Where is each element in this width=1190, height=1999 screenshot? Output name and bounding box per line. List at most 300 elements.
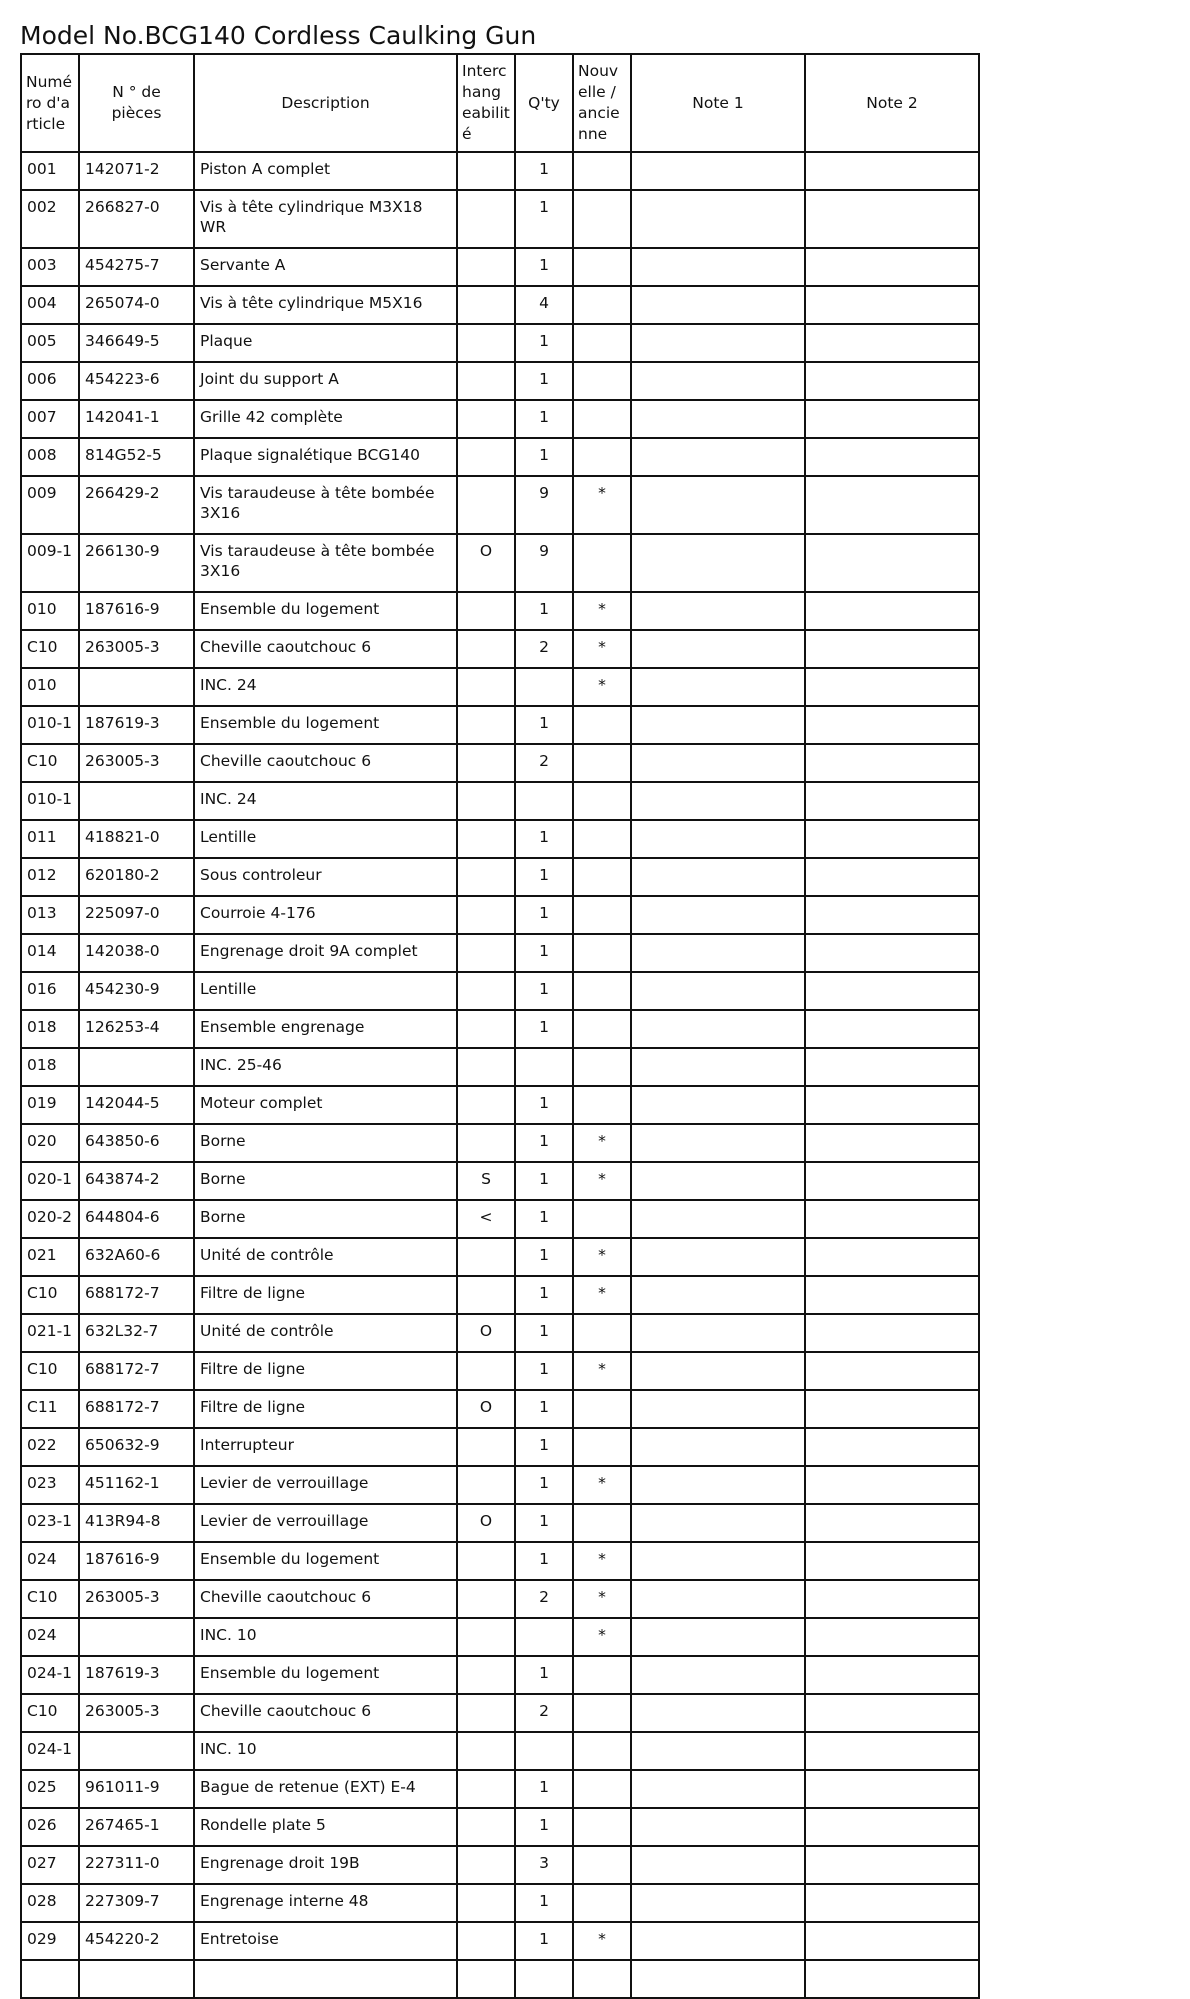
- item-number-cell: 024: [21, 1542, 79, 1580]
- item-number-cell: 012: [21, 858, 79, 896]
- table-row: [21, 1352, 979, 1390]
- item-number-cell: 020-1: [21, 1162, 79, 1200]
- new-old-cell: *: [573, 1922, 631, 1960]
- interchangeability-cell: <: [457, 1200, 515, 1238]
- table-row: [21, 1238, 979, 1276]
- note-1-cell: [631, 1922, 805, 1960]
- table-row: [21, 1314, 979, 1352]
- note-1-cell: [631, 286, 805, 324]
- note-1-cell: [631, 1504, 805, 1542]
- new-old-cell: [573, 896, 631, 934]
- description-cell: Filtre de ligne: [194, 1352, 457, 1390]
- note-2-cell: [805, 630, 979, 668]
- quantity-cell: 1: [515, 248, 573, 286]
- description-cell: Borne: [194, 1200, 457, 1238]
- quantity-cell: 2: [515, 1580, 573, 1618]
- new-old-cell: [573, 1694, 631, 1732]
- quantity-cell: 9: [515, 534, 573, 592]
- column-header-new-old: Nouvelle / ancienne: [573, 54, 631, 152]
- item-number-cell: 003: [21, 248, 79, 286]
- part-number-cell: 263005-3: [79, 1580, 194, 1618]
- description-cell: Ensemble du logement: [194, 1542, 457, 1580]
- part-number-cell: 263005-3: [79, 1694, 194, 1732]
- description-cell: Filtre de ligne: [194, 1276, 457, 1314]
- table-row: [21, 1694, 979, 1732]
- table-row: [21, 972, 979, 1010]
- table-row: [21, 1162, 979, 1200]
- description-cell: Moteur complet: [194, 1086, 457, 1124]
- note-1-cell: [631, 1238, 805, 1276]
- quantity-cell: 1: [515, 592, 573, 630]
- item-number-cell: 021-1: [21, 1314, 79, 1352]
- quantity-cell: 1: [515, 706, 573, 744]
- interchangeability-cell: [457, 1352, 515, 1390]
- quantity-cell: [515, 668, 573, 706]
- interchangeability-cell: [457, 668, 515, 706]
- note-1-cell: [631, 1200, 805, 1238]
- description-cell: Ensemble engrenage: [194, 1010, 457, 1048]
- table-row: [21, 190, 979, 248]
- note-2-cell: [805, 668, 979, 706]
- description-cell: Vis à tête cylindrique M3X18 WR: [194, 190, 457, 248]
- item-number-cell: C10: [21, 1352, 79, 1390]
- note-2-cell: [805, 1542, 979, 1580]
- column-header-note-1: Note 1: [631, 54, 805, 152]
- note-1-cell: [631, 972, 805, 1010]
- item-number-cell: 020-2: [21, 1200, 79, 1238]
- description-cell: Sous controleur: [194, 858, 457, 896]
- interchangeability-cell: [457, 1542, 515, 1580]
- note-2-cell: [805, 1884, 979, 1922]
- part-number-cell: 346649-5: [79, 324, 194, 362]
- table-row: [21, 896, 979, 934]
- note-2-cell: [805, 362, 979, 400]
- quantity-cell: 2: [515, 1694, 573, 1732]
- new-old-cell: *: [573, 630, 631, 668]
- interchangeability-cell: S: [457, 1162, 515, 1200]
- interchangeability-cell: [457, 362, 515, 400]
- description-cell: Unité de contrôle: [194, 1314, 457, 1352]
- item-number-cell: 026: [21, 1808, 79, 1846]
- description-cell: Interrupteur: [194, 1428, 457, 1466]
- part-number-cell: [79, 782, 194, 820]
- part-number-cell: 413R94-8: [79, 1504, 194, 1542]
- note-2-cell: [805, 1124, 979, 1162]
- part-number-cell: 142038-0: [79, 934, 194, 972]
- note-2-cell: [805, 1846, 979, 1884]
- note-2-cell: [805, 1466, 979, 1504]
- description-cell: Plaque signalétique BCG140: [194, 438, 457, 476]
- table-row: [21, 1504, 979, 1542]
- quantity-cell: 1: [515, 1884, 573, 1922]
- new-old-cell: *: [573, 1124, 631, 1162]
- column-header-quantity: Q'ty: [515, 54, 573, 152]
- table-row: [21, 1618, 979, 1656]
- part-number-cell: 688172-7: [79, 1352, 194, 1390]
- description-cell: Levier de verrouillage: [194, 1504, 457, 1542]
- note-1-cell: [631, 1010, 805, 1048]
- quantity-cell: 4: [515, 286, 573, 324]
- new-old-cell: *: [573, 1542, 631, 1580]
- new-old-cell: *: [573, 668, 631, 706]
- part-number-cell: [79, 1960, 194, 1998]
- item-number-cell: 023: [21, 1466, 79, 1504]
- table-row: [21, 592, 979, 630]
- table-row: [21, 534, 979, 592]
- item-number-cell: C10: [21, 744, 79, 782]
- note-2-cell: [805, 1428, 979, 1466]
- description-cell: Vis taraudeuse à tête bombée 3X16: [194, 476, 457, 534]
- description-cell: Borne: [194, 1162, 457, 1200]
- item-number-cell: 010: [21, 592, 79, 630]
- quantity-cell: 2: [515, 744, 573, 782]
- part-number-cell: 620180-2: [79, 858, 194, 896]
- interchangeability-cell: [457, 1276, 515, 1314]
- new-old-cell: [573, 362, 631, 400]
- note-2-cell: [805, 400, 979, 438]
- interchangeability-cell: [457, 1580, 515, 1618]
- parts-table-body: [21, 152, 979, 1998]
- part-number-cell: [79, 1732, 194, 1770]
- note-2-cell: [805, 1770, 979, 1808]
- quantity-cell: 1: [515, 1238, 573, 1276]
- description-cell: Rondelle plate 5: [194, 1808, 457, 1846]
- part-number-cell: 227311-0: [79, 1846, 194, 1884]
- item-number-cell: 024: [21, 1618, 79, 1656]
- quantity-cell: 1: [515, 820, 573, 858]
- note-2-cell: [805, 1200, 979, 1238]
- note-1-cell: [631, 1656, 805, 1694]
- note-2-cell: [805, 438, 979, 476]
- item-number-cell: 021: [21, 1238, 79, 1276]
- note-2-cell: [805, 706, 979, 744]
- interchangeability-cell: [457, 1048, 515, 1086]
- note-1-cell: [631, 1048, 805, 1086]
- part-number-cell: 266827-0: [79, 190, 194, 248]
- part-number-cell: 187619-3: [79, 706, 194, 744]
- table-row: [21, 1048, 979, 1086]
- note-1-cell: [631, 438, 805, 476]
- description-cell: Lentille: [194, 820, 457, 858]
- note-2-cell: [805, 744, 979, 782]
- note-1-cell: [631, 1466, 805, 1504]
- item-number-cell: 009: [21, 476, 79, 534]
- part-number-cell: 418821-0: [79, 820, 194, 858]
- description-cell: INC. 24: [194, 782, 457, 820]
- interchangeability-cell: [457, 1656, 515, 1694]
- quantity-cell: 1: [515, 152, 573, 190]
- description-cell: Filtre de ligne: [194, 1390, 457, 1428]
- item-number-cell: [21, 1960, 79, 1998]
- interchangeability-cell: [457, 858, 515, 896]
- new-old-cell: *: [573, 1276, 631, 1314]
- note-1-cell: [631, 362, 805, 400]
- interchangeability-cell: [457, 1694, 515, 1732]
- quantity-cell: 1: [515, 1086, 573, 1124]
- item-number-cell: C11: [21, 1390, 79, 1428]
- note-2-cell: [805, 286, 979, 324]
- note-2-cell: [805, 1048, 979, 1086]
- part-number-cell: 187616-9: [79, 1542, 194, 1580]
- note-2-cell: [805, 1808, 979, 1846]
- table-row: [21, 706, 979, 744]
- new-old-cell: [573, 1314, 631, 1352]
- item-number-cell: 014: [21, 934, 79, 972]
- part-number-cell: 688172-7: [79, 1390, 194, 1428]
- new-old-cell: [573, 1390, 631, 1428]
- new-old-cell: [573, 858, 631, 896]
- new-old-cell: [573, 438, 631, 476]
- table-row: [21, 934, 979, 972]
- quantity-cell: 9: [515, 476, 573, 534]
- note-2-cell: [805, 1352, 979, 1390]
- part-number-cell: 454223-6: [79, 362, 194, 400]
- quantity-cell: 1: [515, 858, 573, 896]
- part-number-cell: 632A60-6: [79, 1238, 194, 1276]
- new-old-cell: [573, 1770, 631, 1808]
- quantity-cell: 1: [515, 896, 573, 934]
- table-row: [21, 476, 979, 534]
- interchangeability-cell: [457, 744, 515, 782]
- note-2-cell: [805, 1618, 979, 1656]
- table-row: [21, 858, 979, 896]
- item-number-cell: C10: [21, 630, 79, 668]
- quantity-cell: [515, 782, 573, 820]
- quantity-cell: 1: [515, 1200, 573, 1238]
- part-number-cell: 227309-7: [79, 1884, 194, 1922]
- note-2-cell: [805, 1010, 979, 1048]
- part-number-cell: 126253-4: [79, 1010, 194, 1048]
- note-1-cell: [631, 1352, 805, 1390]
- new-old-cell: [573, 286, 631, 324]
- note-1-cell: [631, 858, 805, 896]
- note-1-cell: [631, 1124, 805, 1162]
- table-row: [21, 744, 979, 782]
- note-2-cell: [805, 820, 979, 858]
- new-old-cell: [573, 934, 631, 972]
- interchangeability-cell: [457, 438, 515, 476]
- table-row: [21, 630, 979, 668]
- note-1-cell: [631, 400, 805, 438]
- item-number-cell: 024-1: [21, 1732, 79, 1770]
- parts-table: [20, 53, 980, 1999]
- interchangeability-cell: [457, 782, 515, 820]
- quantity-cell: 1: [515, 1390, 573, 1428]
- part-number-cell: 643874-2: [79, 1162, 194, 1200]
- interchangeability-cell: [457, 706, 515, 744]
- note-2-cell: [805, 896, 979, 934]
- quantity-cell: 1: [515, 934, 573, 972]
- description-cell: Grille 42 complète: [194, 400, 457, 438]
- new-old-cell: [573, 782, 631, 820]
- note-1-cell: [631, 1580, 805, 1618]
- note-2-cell: [805, 592, 979, 630]
- description-cell: INC. 10: [194, 1732, 457, 1770]
- new-old-cell: [573, 1428, 631, 1466]
- description-cell: Vis à tête cylindrique M5X16: [194, 286, 457, 324]
- interchangeability-cell: O: [457, 1314, 515, 1352]
- part-number-cell: 187619-3: [79, 1656, 194, 1694]
- new-old-cell: [573, 1732, 631, 1770]
- item-number-cell: 023-1: [21, 1504, 79, 1542]
- item-number-cell: 016: [21, 972, 79, 1010]
- quantity-cell: [515, 1732, 573, 1770]
- quantity-cell: 1: [515, 972, 573, 1010]
- quantity-cell: 1: [515, 1124, 573, 1162]
- new-old-cell: *: [573, 1352, 631, 1390]
- new-old-cell: *: [573, 1580, 631, 1618]
- quantity-cell: 1: [515, 1770, 573, 1808]
- description-cell: Cheville caoutchouc 6: [194, 630, 457, 668]
- note-1-cell: [631, 630, 805, 668]
- item-number-cell: 007: [21, 400, 79, 438]
- quantity-cell: [515, 1960, 573, 1998]
- item-number-cell: 008: [21, 438, 79, 476]
- part-number-cell: 187616-9: [79, 592, 194, 630]
- part-number-cell: 225097-0: [79, 896, 194, 934]
- interchangeability-cell: [457, 1960, 515, 1998]
- note-1-cell: [631, 248, 805, 286]
- note-2-cell: [805, 476, 979, 534]
- item-number-cell: 018: [21, 1048, 79, 1086]
- quantity-cell: 1: [515, 1542, 573, 1580]
- description-cell: Cheville caoutchouc 6: [194, 744, 457, 782]
- item-number-cell: 019: [21, 1086, 79, 1124]
- column-header-note-2: Note 2: [805, 54, 979, 152]
- note-2-cell: [805, 534, 979, 592]
- item-number-cell: 028: [21, 1884, 79, 1922]
- quantity-cell: 1: [515, 324, 573, 362]
- table-row: [21, 1542, 979, 1580]
- table-row: [21, 1922, 979, 1960]
- note-2-cell: [805, 972, 979, 1010]
- quantity-cell: 1: [515, 1922, 573, 1960]
- note-1-cell: [631, 1694, 805, 1732]
- item-number-cell: 006: [21, 362, 79, 400]
- note-2-cell: [805, 248, 979, 286]
- table-row: [21, 668, 979, 706]
- table-row: [21, 438, 979, 476]
- note-2-cell: [805, 1922, 979, 1960]
- new-old-cell: [573, 190, 631, 248]
- new-old-cell: [573, 1086, 631, 1124]
- interchangeability-cell: [457, 1808, 515, 1846]
- note-1-cell: [631, 1808, 805, 1846]
- item-number-cell: 005: [21, 324, 79, 362]
- description-cell: Vis taraudeuse à tête bombée 3X16: [194, 534, 457, 592]
- description-cell: Borne: [194, 1124, 457, 1162]
- quantity-cell: 1: [515, 362, 573, 400]
- note-2-cell: [805, 152, 979, 190]
- interchangeability-cell: [457, 152, 515, 190]
- note-1-cell: [631, 744, 805, 782]
- part-number-cell: 142071-2: [79, 152, 194, 190]
- new-old-cell: [573, 534, 631, 592]
- part-number-cell: 454230-9: [79, 972, 194, 1010]
- note-2-cell: [805, 782, 979, 820]
- table-row: [21, 1124, 979, 1162]
- table-row: [21, 324, 979, 362]
- note-1-cell: [631, 1846, 805, 1884]
- item-number-cell: 010-1: [21, 706, 79, 744]
- table-row: [21, 1846, 979, 1884]
- note-2-cell: [805, 1656, 979, 1694]
- note-1-cell: [631, 1542, 805, 1580]
- new-old-cell: [573, 820, 631, 858]
- note-1-cell: [631, 1732, 805, 1770]
- table-header-row: [21, 54, 979, 152]
- note-1-cell: [631, 668, 805, 706]
- part-number-cell: 454220-2: [79, 1922, 194, 1960]
- description-cell: Bague de retenue (EXT) E-4: [194, 1770, 457, 1808]
- note-1-cell: [631, 820, 805, 858]
- item-number-cell: 018: [21, 1010, 79, 1048]
- note-2-cell: [805, 1276, 979, 1314]
- part-number-cell: 142044-5: [79, 1086, 194, 1124]
- new-old-cell: [573, 1808, 631, 1846]
- new-old-cell: [573, 1960, 631, 1998]
- item-number-cell: 009-1: [21, 534, 79, 592]
- interchangeability-cell: O: [457, 1390, 515, 1428]
- column-header-item-number: Numéro d'article: [21, 54, 79, 152]
- note-1-cell: [631, 1428, 805, 1466]
- part-number-cell: 961011-9: [79, 1770, 194, 1808]
- note-2-cell: [805, 1732, 979, 1770]
- table-row: [21, 1428, 979, 1466]
- new-old-cell: [573, 744, 631, 782]
- interchangeability-cell: [457, 1466, 515, 1504]
- note-1-cell: [631, 706, 805, 744]
- quantity-cell: 1: [515, 1656, 573, 1694]
- part-number-cell: 267465-1: [79, 1808, 194, 1846]
- note-1-cell: [631, 1884, 805, 1922]
- interchangeability-cell: [457, 896, 515, 934]
- interchangeability-cell: [457, 286, 515, 324]
- new-old-cell: [573, 400, 631, 438]
- new-old-cell: *: [573, 592, 631, 630]
- description-cell: Servante A: [194, 248, 457, 286]
- interchangeability-cell: [457, 1238, 515, 1276]
- quantity-cell: 3: [515, 1846, 573, 1884]
- item-number-cell: 025: [21, 1770, 79, 1808]
- new-old-cell: [573, 706, 631, 744]
- description-cell: Engrenage droit 9A complet: [194, 934, 457, 972]
- note-1-cell: [631, 190, 805, 248]
- interchangeability-cell: [457, 190, 515, 248]
- interchangeability-cell: [457, 324, 515, 362]
- description-cell: Ensemble du logement: [194, 1656, 457, 1694]
- interchangeability-cell: [457, 1922, 515, 1960]
- page-title: Model No.BCG140 Cordless Caulking Gun: [20, 21, 537, 50]
- note-2-cell: [805, 1960, 979, 1998]
- description-cell: Cheville caoutchouc 6: [194, 1580, 457, 1618]
- quantity-cell: 2: [515, 630, 573, 668]
- description-cell: Cheville caoutchouc 6: [194, 1694, 457, 1732]
- description-cell: INC. 24: [194, 668, 457, 706]
- table-row: [21, 1200, 979, 1238]
- description-cell: Ensemble du logement: [194, 592, 457, 630]
- description-cell: Plaque: [194, 324, 457, 362]
- note-1-cell: [631, 782, 805, 820]
- item-number-cell: 029: [21, 1922, 79, 1960]
- new-old-cell: [573, 248, 631, 286]
- note-2-cell: [805, 858, 979, 896]
- quantity-cell: 1: [515, 1504, 573, 1542]
- new-old-cell: *: [573, 1238, 631, 1276]
- quantity-cell: 1: [515, 400, 573, 438]
- new-old-cell: [573, 324, 631, 362]
- item-number-cell: C10: [21, 1694, 79, 1732]
